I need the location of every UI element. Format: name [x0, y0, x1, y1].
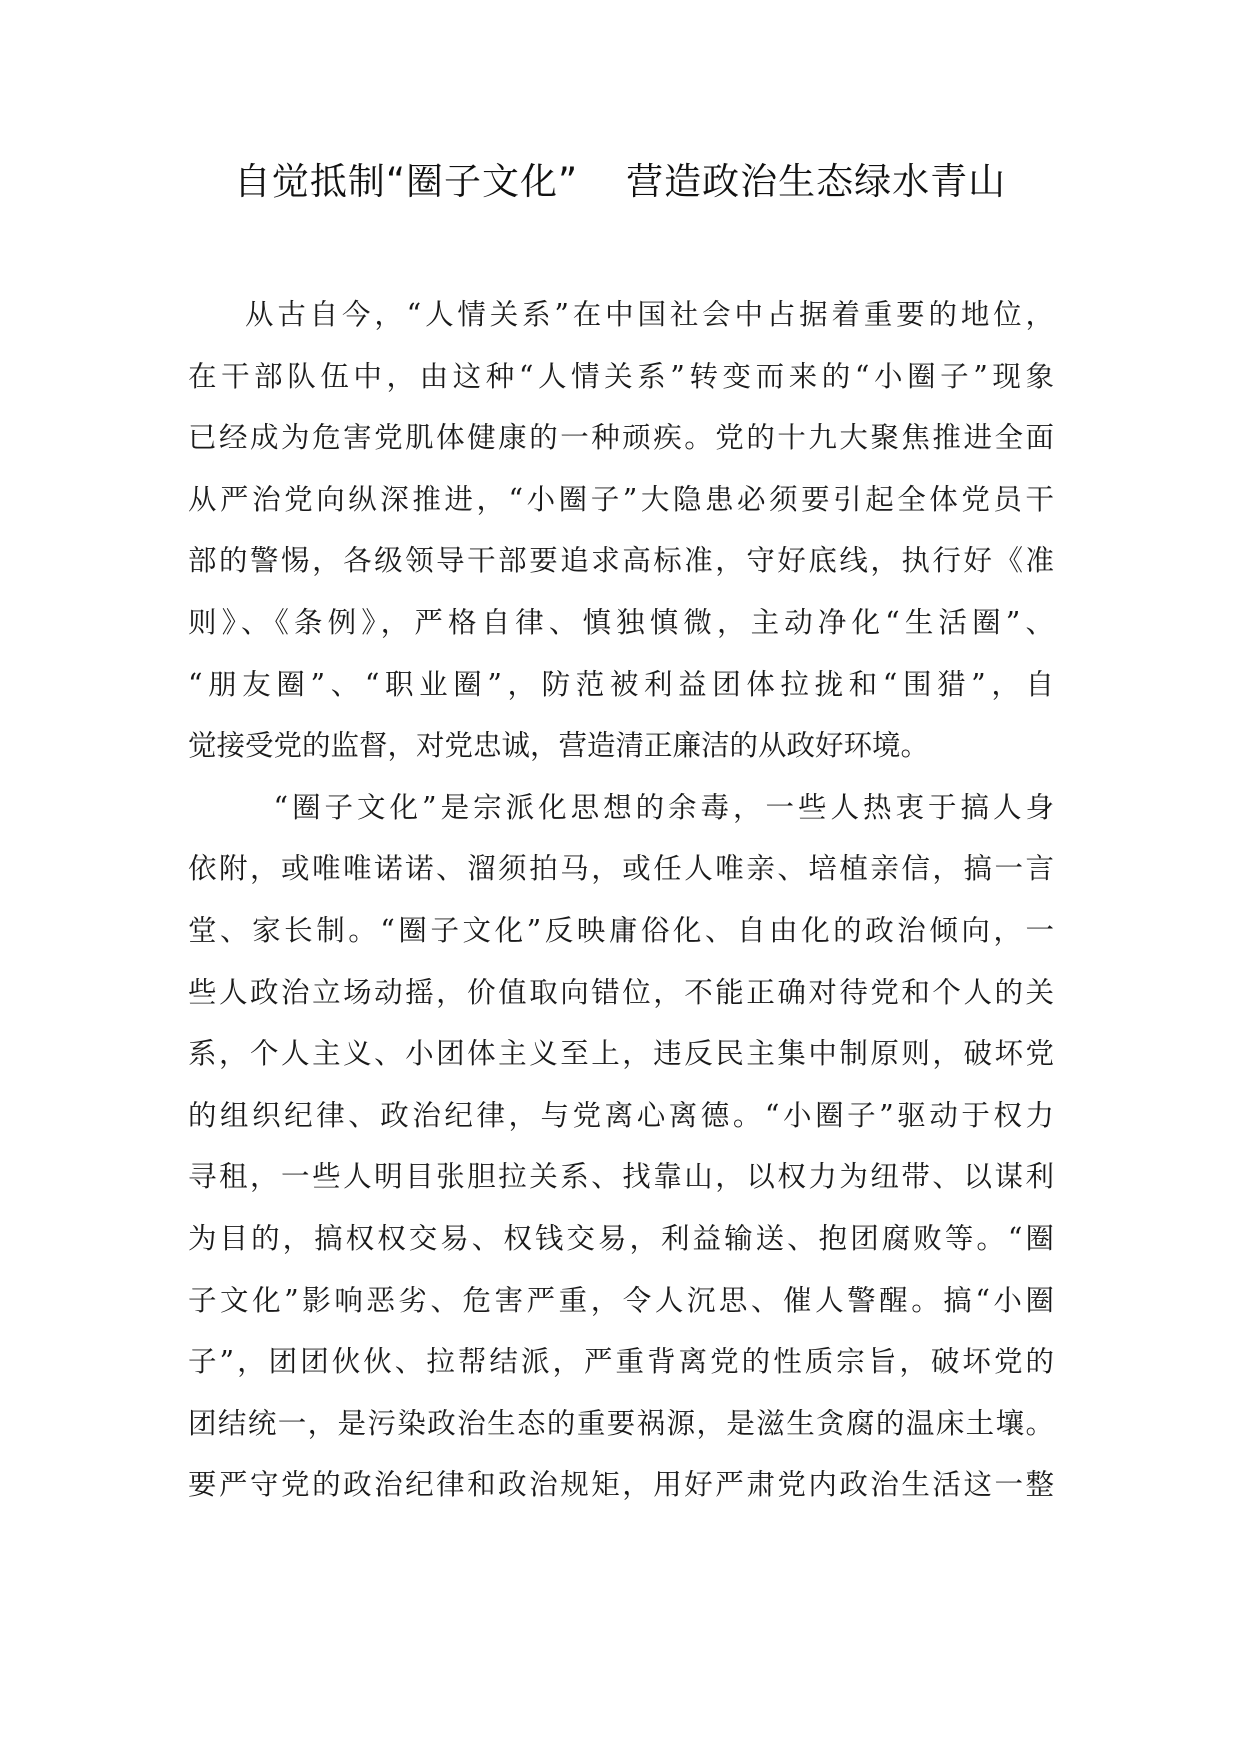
body-line: 部的警惕，各级领导干部要追求高标准，守好底线，执行好《准 — [188, 544, 1054, 578]
body-line: 依附，或唯唯诺诺、溜须拍马，或任人唯亲、培植亲信，搞一言 — [188, 852, 1054, 886]
body-line: 从古自今，“人情关系”在中国社会中占据着重要的地位， — [245, 298, 1054, 331]
body-line: 寻租，一些人明目张胆拉关系、找靠山，以权力为纽带、以谋利 — [188, 1160, 1054, 1194]
document-body — [188, 284, 1054, 1516]
body-line: “朋友圈”、“职业圈”，防范被利益团体拉拢和“围猎”，自 — [188, 667, 1054, 701]
body-line: 系，个人主义、小团体主义至上，违反民主集中制原则，破坏党 — [188, 1037, 1054, 1071]
body-line: 已经成为危害党肌体健康的一种顽疾。党的十九大聚焦推进全面 — [188, 421, 1054, 455]
body-line: 子”，团团伙伙、拉帮结派，严重背离党的性质宗旨，破坏党的 — [188, 1345, 1054, 1379]
body-line: “圈子文化”是宗派化思想的余毒，一些人热衷于搞人身 — [273, 790, 1054, 824]
body-line: 团结统一，是污染政治生态的重要祸源，是滋生贪腐的温床土壤。 — [188, 1406, 1054, 1440]
body-line: 子文化”影响恶劣、危害严重，令人沉思、催人警醒。搞“小圈 — [188, 1283, 1054, 1317]
body-line: 为目的，搞权权交易、权钱交易，利益输送、抱团腐败等。“圈 — [188, 1221, 1054, 1255]
body-line: 的组织纪律、政治纪律，与党离心离德。“小圈子”驱动于权力 — [188, 1098, 1054, 1132]
document-title — [150, 152, 1090, 212]
title-part-2: 营造政治生态绿水青山 — [626, 160, 1007, 203]
body-line: 则》、《条例》，严格自律、慎独慎微，主动净化“生活圈”、 — [188, 605, 1054, 639]
body-line: 要严守党的政治纪律和政治规矩，用好严肃党内政治生活这一整 — [188, 1468, 1054, 1502]
body-line: 从严治党向纵深推进，“小圈子”大隐患必须要引起全体党员干 — [188, 482, 1054, 516]
body-line: 觉接受党的监督，对党忠诚，营造清正廉洁的从政好环境。 — [188, 729, 930, 763]
body-line: 堂、家长制。“圈子文化”反映庸俗化、自由化的政治倾向，一 — [188, 913, 1054, 947]
title-part-1: 自觉抵制“圈子文化” — [233, 160, 579, 203]
body-line: 在干部队伍中，由这种“人情关系”转变而来的“小圈子”现象 — [188, 359, 1054, 393]
body-line: 些人政治立场动摇，价值取向错位，不能正确对待党和个人的关 — [188, 975, 1054, 1009]
